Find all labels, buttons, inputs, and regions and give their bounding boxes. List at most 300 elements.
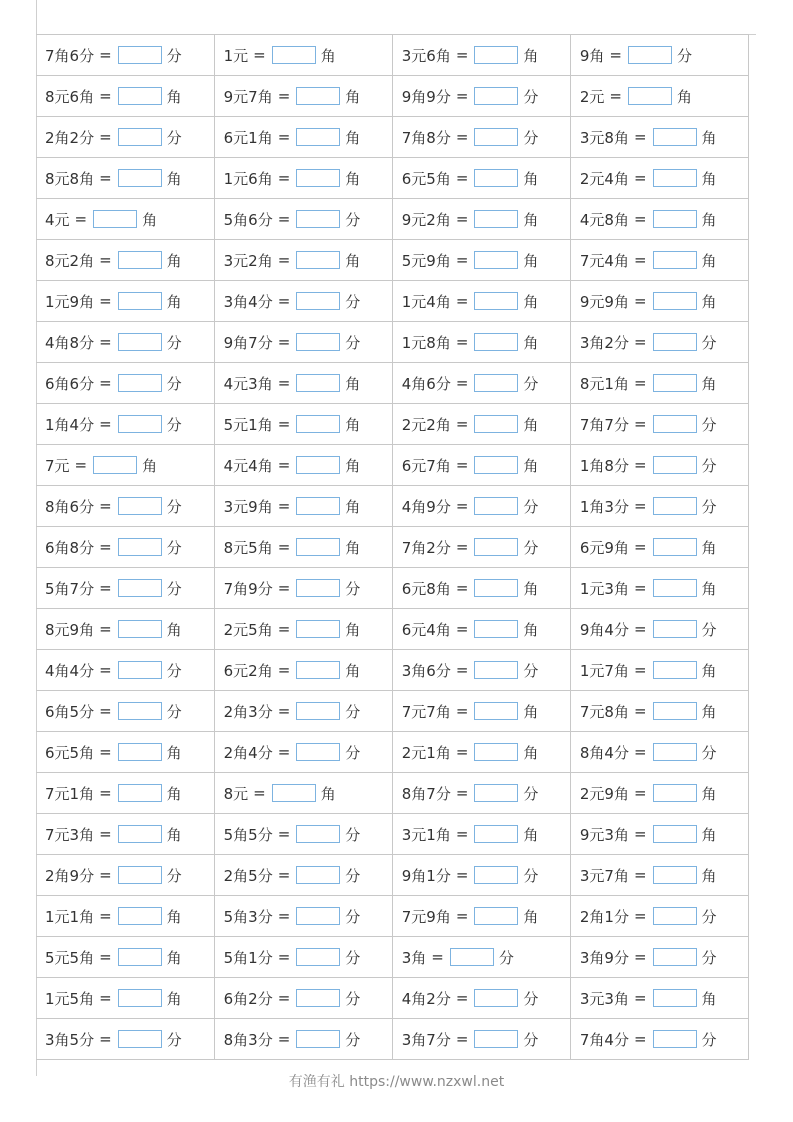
answer-input-box[interactable] — [474, 251, 518, 269]
answer-input-box[interactable] — [653, 538, 697, 556]
answer-unit: 角 — [345, 456, 361, 475]
question-expression: 7元4角 — [579, 251, 629, 270]
exercise-row — [36, 691, 749, 732]
exercise-item — [45, 240, 214, 280]
exercise-cell — [570, 486, 748, 527]
exercise-item — [580, 35, 748, 75]
answer-input-box[interactable] — [474, 210, 518, 228]
answer-input-box[interactable] — [118, 292, 162, 310]
equals-sign: = — [455, 579, 469, 597]
exercise-item — [580, 691, 748, 731]
question-expression: 7元7角 — [401, 702, 451, 721]
equals-sign: = — [633, 292, 647, 310]
answer-input-box[interactable] — [474, 907, 518, 925]
answer-unit: 角 — [166, 784, 182, 803]
answer-input-box[interactable] — [474, 702, 518, 720]
exercise-cell — [392, 773, 570, 814]
exercise-cell — [36, 773, 214, 814]
answer-input-box[interactable] — [653, 333, 697, 351]
answer-input-box[interactable] — [296, 292, 340, 310]
answer-input-box[interactable] — [296, 620, 340, 638]
exercise-item — [402, 322, 570, 362]
equals-sign: = — [633, 456, 647, 474]
question-expression: 9元7角 — [223, 87, 273, 106]
answer-input-box[interactable] — [118, 169, 162, 187]
question-expression: 5角1分 — [223, 948, 273, 967]
question-expression: 1元3角 — [579, 579, 629, 598]
answer-input-box[interactable] — [296, 210, 340, 228]
exercise-cell — [36, 363, 214, 404]
question-expression: 7元8角 — [579, 702, 629, 721]
exercise-item — [224, 404, 392, 444]
exercise-cell — [392, 527, 570, 568]
answer-input-box[interactable] — [474, 46, 518, 64]
answer-unit: 分 — [166, 46, 182, 65]
answer-unit: 分 — [345, 989, 361, 1008]
answer-input-box[interactable] — [296, 579, 340, 597]
exercise-item — [580, 158, 748, 198]
answer-unit: 角 — [345, 374, 361, 393]
answer-unit: 角 — [523, 251, 539, 270]
exercise-cell — [214, 814, 392, 855]
exercise-cell — [214, 35, 392, 76]
answer-unit: 角 — [701, 825, 717, 844]
answer-input-box[interactable] — [272, 784, 316, 802]
answer-input-box[interactable] — [653, 907, 697, 925]
answer-input-box[interactable] — [474, 292, 518, 310]
equals-sign: = — [99, 866, 112, 884]
exercise-item — [580, 240, 748, 280]
answer-input-box[interactable] — [474, 415, 518, 433]
answer-input-box[interactable] — [653, 743, 697, 761]
equals-sign: = — [277, 579, 291, 597]
exercise-item — [580, 609, 748, 649]
answer-unit: 分 — [523, 866, 539, 885]
answer-input-box[interactable] — [653, 169, 697, 187]
exercise-cell — [570, 117, 748, 158]
answer-input-box[interactable] — [296, 128, 340, 146]
exercise-item — [402, 281, 570, 321]
equals-sign: = — [633, 825, 647, 843]
exercise-item — [224, 240, 392, 280]
equals-sign: = — [277, 825, 291, 843]
question-expression: 4元4角 — [223, 456, 273, 475]
question-expression: 6元5角 — [45, 743, 95, 762]
equals-sign: = — [277, 989, 291, 1007]
exercise-cell — [36, 281, 214, 322]
answer-input-box[interactable] — [272, 46, 316, 64]
exercise-row — [36, 773, 749, 814]
answer-unit: 分 — [701, 907, 717, 926]
answer-unit: 角 — [166, 948, 182, 967]
answer-input-box[interactable] — [118, 415, 162, 433]
answer-unit: 分 — [498, 948, 514, 967]
equals-sign: = — [455, 46, 469, 64]
answer-input-box[interactable] — [118, 579, 162, 597]
answer-input-box[interactable] — [296, 907, 340, 925]
answer-unit: 角 — [166, 251, 182, 270]
answer-input-box[interactable] — [653, 784, 697, 802]
question-expression: 2角2分 — [45, 128, 95, 147]
answer-input-box[interactable] — [118, 948, 162, 966]
equals-sign: = — [277, 620, 291, 638]
exercise-item — [45, 281, 214, 321]
answer-input-box[interactable] — [474, 374, 518, 392]
answer-input-box[interactable] — [474, 128, 518, 146]
question-expression: 8角6分 — [45, 497, 95, 516]
exercise-cell — [392, 240, 570, 281]
answer-unit: 角 — [345, 128, 361, 147]
answer-input-box[interactable] — [296, 169, 340, 187]
exercise-cell — [570, 281, 748, 322]
answer-input-box[interactable] — [118, 866, 162, 884]
equals-sign: = — [455, 415, 469, 433]
answer-unit: 分 — [523, 538, 539, 557]
answer-unit: 角 — [523, 210, 539, 229]
exercise-item — [402, 855, 570, 895]
answer-unit: 角 — [523, 333, 539, 352]
question-expression: 3元3角 — [579, 989, 629, 1008]
question-expression: 8元8角 — [45, 169, 95, 188]
question-expression: 3元9角 — [223, 497, 273, 516]
exercise-row — [36, 814, 749, 855]
question-expression: 6角5分 — [45, 702, 95, 721]
equals-sign: = — [277, 866, 291, 884]
answer-input-box[interactable] — [118, 784, 162, 802]
equals-sign: = — [455, 989, 469, 1007]
equals-sign: = — [99, 251, 112, 269]
answer-unit: 角 — [142, 210, 158, 229]
exercise-cell — [570, 445, 748, 486]
answer-unit: 角 — [701, 866, 717, 885]
exercise-item — [45, 650, 214, 690]
answer-input-box[interactable] — [653, 251, 697, 269]
answer-input-box[interactable] — [296, 415, 340, 433]
exercise-cell — [570, 1019, 748, 1060]
exercise-item — [402, 732, 570, 772]
exercise-item — [402, 609, 570, 649]
exercise-item — [224, 609, 392, 649]
answer-input-box[interactable] — [93, 456, 137, 474]
exercise-row — [36, 445, 749, 486]
exercise-item — [402, 117, 570, 157]
answer-unit: 角 — [320, 46, 336, 65]
question-expression: 6元4角 — [401, 620, 451, 639]
answer-unit: 角 — [345, 87, 361, 106]
answer-input-box[interactable] — [118, 374, 162, 392]
answer-unit: 分 — [345, 866, 361, 885]
exercise-cell — [570, 978, 748, 1019]
answer-input-box[interactable] — [118, 661, 162, 679]
question-expression: 3元8角 — [579, 128, 629, 147]
answer-input-box[interactable] — [296, 251, 340, 269]
answer-unit: 分 — [701, 743, 717, 762]
answer-input-box[interactable] — [474, 87, 518, 105]
answer-input-box[interactable] — [653, 128, 697, 146]
answer-input-box[interactable] — [653, 866, 697, 884]
answer-unit: 分 — [701, 456, 717, 475]
answer-input-box[interactable] — [474, 456, 518, 474]
answer-unit: 分 — [523, 1030, 539, 1049]
answer-input-box[interactable] — [118, 702, 162, 720]
answer-input-box[interactable] — [628, 87, 672, 105]
answer-input-box[interactable] — [118, 743, 162, 761]
exercise-cell — [570, 814, 748, 855]
answer-input-box[interactable] — [118, 87, 162, 105]
exercise-cell — [214, 404, 392, 445]
equals-sign: = — [609, 46, 622, 64]
answer-input-box[interactable] — [653, 620, 697, 638]
answer-input-box[interactable] — [653, 210, 697, 228]
equals-sign: = — [99, 620, 112, 638]
answer-input-box[interactable] — [653, 702, 697, 720]
exercise-cell — [36, 568, 214, 609]
answer-input-box[interactable] — [118, 989, 162, 1007]
exercise-item — [580, 650, 748, 690]
answer-unit: 角 — [701, 128, 717, 147]
answer-input-box[interactable] — [296, 825, 340, 843]
answer-input-box[interactable] — [296, 702, 340, 720]
answer-input-box[interactable] — [474, 661, 518, 679]
answer-input-box[interactable] — [653, 1030, 697, 1048]
exercise-item — [580, 855, 748, 895]
equals-sign: = — [455, 497, 469, 515]
exercise-item — [402, 978, 570, 1018]
exercise-cell — [36, 35, 214, 76]
exercise-cell — [36, 732, 214, 773]
answer-input-box[interactable] — [296, 456, 340, 474]
answer-input-box[interactable] — [474, 825, 518, 843]
equals-sign: = — [277, 743, 291, 761]
answer-unit: 分 — [677, 46, 693, 65]
exercise-cell — [570, 363, 748, 404]
answer-input-box[interactable] — [653, 661, 697, 679]
answer-input-box[interactable] — [118, 907, 162, 925]
exercise-grid-body — [36, 35, 749, 1060]
answer-input-box[interactable] — [653, 948, 697, 966]
question-expression: 1元8角 — [401, 333, 451, 352]
answer-unit: 角 — [166, 743, 182, 762]
answer-input-box[interactable] — [653, 374, 697, 392]
equals-sign: = — [99, 948, 112, 966]
equals-sign: = — [455, 866, 469, 884]
exercise-cell — [36, 445, 214, 486]
exercise-item — [224, 322, 392, 362]
exercise-cell — [570, 896, 748, 937]
exercise-item — [402, 691, 570, 731]
exercise-cell — [392, 404, 570, 445]
exercise-row — [36, 896, 749, 937]
exercise-cell — [392, 978, 570, 1019]
answer-unit: 角 — [701, 989, 717, 1008]
answer-input-box[interactable] — [474, 743, 518, 761]
question-expression: 6元1角 — [223, 128, 273, 147]
question-expression: 2元4角 — [579, 169, 629, 188]
exercise-item — [45, 486, 214, 526]
equals-sign: = — [253, 46, 266, 64]
answer-unit: 分 — [523, 87, 539, 106]
answer-input-box[interactable] — [118, 46, 162, 64]
exercise-item — [580, 773, 748, 813]
answer-input-box[interactable] — [653, 989, 697, 1007]
answer-input-box[interactable] — [296, 1030, 340, 1048]
answer-input-box[interactable] — [118, 620, 162, 638]
equals-sign: = — [99, 87, 112, 105]
answer-input-box[interactable] — [474, 1030, 518, 1048]
question-expression: 1角8分 — [579, 456, 629, 475]
question-expression: 6角8分 — [45, 538, 95, 557]
answer-input-box[interactable] — [653, 579, 697, 597]
answer-input-box[interactable] — [474, 866, 518, 884]
exercise-item — [45, 896, 214, 936]
exercise-item — [224, 978, 392, 1018]
question-expression: 2角4分 — [223, 743, 273, 762]
equals-sign: = — [455, 743, 469, 761]
equals-sign: = — [99, 415, 112, 433]
answer-input-box[interactable] — [296, 538, 340, 556]
exercise-row — [36, 35, 749, 76]
answer-input-box[interactable] — [296, 866, 340, 884]
question-expression: 3元1角 — [401, 825, 451, 844]
exercise-item — [402, 158, 570, 198]
exercise-row — [36, 158, 749, 199]
answer-unit: 分 — [345, 948, 361, 967]
answer-input-box[interactable] — [118, 538, 162, 556]
question-expression: 1元 — [223, 46, 249, 65]
answer-unit: 角 — [166, 87, 182, 106]
answer-input-box[interactable] — [474, 169, 518, 187]
answer-input-box[interactable] — [653, 456, 697, 474]
answer-input-box[interactable] — [296, 743, 340, 761]
equals-sign: = — [277, 948, 291, 966]
exercise-item — [402, 76, 570, 116]
answer-input-box[interactable] — [118, 1030, 162, 1048]
answer-input-box[interactable] — [296, 333, 340, 351]
answer-input-box[interactable] — [474, 989, 518, 1007]
exercise-cell — [392, 363, 570, 404]
exercise-cell — [36, 322, 214, 363]
answer-input-box[interactable] — [628, 46, 672, 64]
answer-input-box[interactable] — [118, 333, 162, 351]
exercise-cell — [392, 76, 570, 117]
answer-input-box[interactable] — [296, 87, 340, 105]
answer-input-box[interactable] — [450, 948, 494, 966]
answer-unit: 分 — [345, 1030, 361, 1049]
answer-input-box[interactable] — [653, 292, 697, 310]
footer-watermark: 有渔有礼 https://www.nzxwl.net — [288, 1074, 505, 1090]
exercise-cell — [214, 650, 392, 691]
equals-sign: = — [455, 128, 469, 146]
answer-input-box[interactable] — [296, 989, 340, 1007]
question-expression: 7元9角 — [401, 907, 451, 926]
question-expression: 9角 — [579, 46, 605, 65]
exercise-item — [45, 609, 214, 649]
answer-input-box[interactable] — [474, 497, 518, 515]
question-expression: 3元2角 — [223, 251, 273, 270]
answer-unit: 角 — [677, 87, 693, 106]
exercise-item — [580, 1019, 748, 1059]
answer-input-box[interactable] — [296, 661, 340, 679]
exercise-cell — [214, 937, 392, 978]
equals-sign: = — [633, 333, 647, 351]
answer-input-box[interactable] — [93, 210, 137, 228]
equals-sign: = — [99, 374, 112, 392]
equals-sign: = — [277, 292, 291, 310]
exercise-cell — [214, 568, 392, 609]
question-expression: 7角7分 — [579, 415, 629, 434]
answer-input-box[interactable] — [296, 948, 340, 966]
answer-input-box[interactable] — [118, 497, 162, 515]
answer-input-box[interactable] — [474, 333, 518, 351]
answer-input-box[interactable] — [118, 128, 162, 146]
exercise-cell — [36, 199, 214, 240]
exercise-cell — [36, 978, 214, 1019]
question-expression: 2元9角 — [579, 784, 629, 803]
exercise-item — [402, 404, 570, 444]
answer-input-box[interactable] — [296, 497, 340, 515]
exercise-cell — [214, 240, 392, 281]
question-expression: 6元5角 — [401, 169, 451, 188]
answer-input-box[interactable] — [474, 784, 518, 802]
answer-unit: 角 — [701, 251, 717, 270]
answer-unit: 角 — [320, 784, 336, 803]
answer-input-box[interactable] — [474, 538, 518, 556]
exercise-cell — [214, 609, 392, 650]
answer-input-box[interactable] — [653, 497, 697, 515]
question-expression: 2元5角 — [223, 620, 273, 639]
answer-input-box[interactable] — [118, 825, 162, 843]
equals-sign: = — [74, 210, 88, 228]
exercise-cell — [214, 978, 392, 1019]
answer-input-box[interactable] — [474, 620, 518, 638]
equals-sign: = — [455, 292, 469, 310]
answer-input-box[interactable] — [474, 579, 518, 597]
question-expression: 1元5角 — [45, 989, 95, 1008]
answer-unit: 分 — [345, 743, 361, 762]
equals-sign: = — [633, 169, 647, 187]
exercise-cell — [214, 486, 392, 527]
answer-unit: 角 — [166, 620, 182, 639]
question-expression: 7角2分 — [401, 538, 451, 557]
exercise-row — [36, 978, 749, 1019]
answer-unit: 分 — [166, 661, 182, 680]
question-expression: 2元2角 — [401, 415, 451, 434]
answer-input-box[interactable] — [653, 415, 697, 433]
exercise-row — [36, 363, 749, 404]
answer-unit: 角 — [701, 169, 717, 188]
equals-sign: = — [633, 497, 647, 515]
answer-input-box[interactable] — [296, 374, 340, 392]
exercise-cell — [392, 568, 570, 609]
answer-input-box[interactable] — [118, 251, 162, 269]
answer-input-box[interactable] — [653, 825, 697, 843]
question-expression: 1元6角 — [223, 169, 273, 188]
answer-unit: 分 — [166, 579, 182, 598]
exercise-item — [402, 199, 570, 239]
exercise-item — [224, 937, 392, 977]
exercise-item — [45, 404, 214, 444]
equals-sign: = — [633, 579, 647, 597]
exercise-cell — [570, 609, 748, 650]
equals-sign: = — [633, 661, 647, 679]
question-expression: 9角1分 — [401, 866, 451, 885]
equals-sign: = — [633, 989, 647, 1007]
question-expression: 2角9分 — [45, 866, 95, 885]
question-expression: 8元5角 — [223, 538, 273, 557]
equals-sign: = — [277, 128, 291, 146]
equals-sign: = — [99, 743, 112, 761]
equals-sign: = — [277, 87, 291, 105]
